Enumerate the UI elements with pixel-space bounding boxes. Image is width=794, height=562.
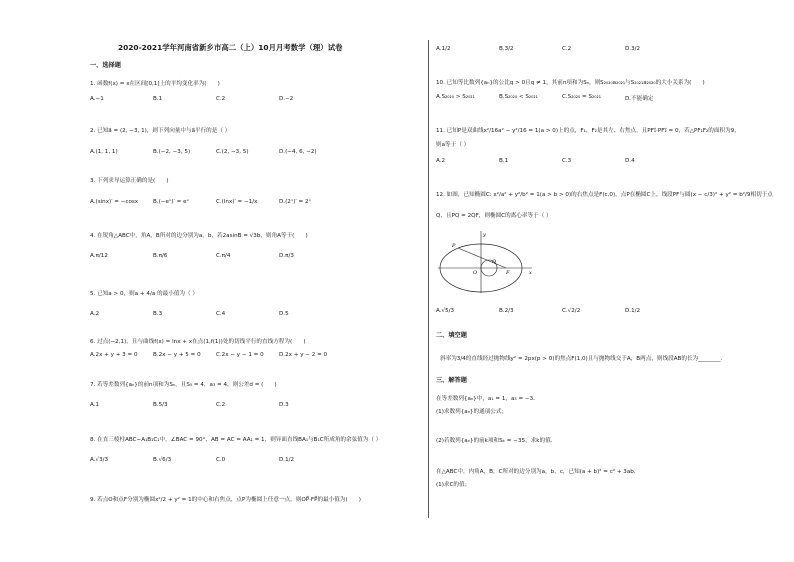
question-1: 1. 函数f(x) = x在区间[0,1]上的平均变化率为( ) xyxy=(90,81,220,87)
option-a: A.(sinx)′ = −cosx xyxy=(90,199,139,205)
question-6: 6. 过点(−2,1)，且与曲线f(x) = lnx + x在点(1,f(1))处的切线平行的直线方程为( ) xyxy=(90,339,306,345)
option-d: D.3 xyxy=(279,402,289,408)
option-d: D.−2 xyxy=(279,96,294,102)
option-c: C.2 xyxy=(216,402,226,408)
question-11-options xyxy=(436,158,688,164)
question-11-cont: 则a等于（ ） xyxy=(436,142,470,148)
option-c: C.3 xyxy=(562,158,572,164)
question-7-options xyxy=(90,402,342,408)
option-b: B.1 xyxy=(499,158,509,164)
section-fill: 二、填空题 xyxy=(436,332,467,339)
question-12: 12. 如图，已知椭圆C: x²/a² + y²/b² = 1(a > b > 0)的右焦点是F(c,0)，点P在椭圆C上，线段PF与圆(x − c/3)² + y² = b²/9相切于点 xyxy=(436,192,773,198)
option-b: B.π/6 xyxy=(153,253,168,259)
option-a: A.1/2 xyxy=(436,46,451,52)
answer-question-2-part1: (1)求C的值； xyxy=(436,482,471,488)
question-10-options xyxy=(436,94,688,102)
question-4-options xyxy=(90,253,342,259)
question-2-options xyxy=(90,149,342,155)
answer-question-2-intro: 在△ABC中，内角A，B，C所对的边分别为a，b，c，已知(a + b)² = c² + 3ab． xyxy=(436,469,640,475)
option-c: C.π/4 xyxy=(216,253,231,259)
option-c: C.√2/2 xyxy=(562,308,581,314)
option-c: C.2x − y − 1 = 0 xyxy=(216,352,264,358)
fill-question-13: 斜率为3/4的直线经过抛物线y² = 2px(p > 0)的焦点F(1,0)且与抛物线交于A，B两点，则线段AB的长为________. xyxy=(440,356,723,362)
option-b: B.3/2 xyxy=(499,46,514,52)
label-o: O xyxy=(473,270,478,276)
question-7: 7. 若等差数列{aₙ}的前n项和为Sₙ，且S₅ = 4，a₃ = 4，则公差d = ( ) xyxy=(90,382,277,388)
option-a: A.√5/3 xyxy=(436,308,455,314)
option-b: B.5/3 xyxy=(153,402,168,408)
option-c: C.2 xyxy=(216,96,226,102)
option-b: B.2x − y + 5 = 0 xyxy=(153,352,201,358)
option-a: A.π/12 xyxy=(90,253,108,259)
option-a: A.(1, 1, 1) xyxy=(90,149,118,155)
option-a: A.√3/3 xyxy=(90,457,109,463)
option-a: A.1 xyxy=(90,402,100,408)
question-1-options xyxy=(90,96,342,102)
label-y: y xyxy=(483,232,486,238)
column-divider xyxy=(428,40,429,518)
question-5-options xyxy=(90,311,342,317)
option-b: B.3 xyxy=(153,311,163,317)
question-9: 9. 若点O和点F分别为椭圆x²/2 + y² = 1的中心和右焦点，点P为椭圆上任意一点，则OP⃗·FP⃗的最小值为( ) xyxy=(90,497,361,503)
option-b: B.(−eˣ)′ = eˣ xyxy=(153,199,190,205)
question-6-options xyxy=(90,352,342,358)
answer-question-part1: (1)求数列{aₙ}的通项公式； xyxy=(436,409,508,415)
question-3-options xyxy=(90,199,342,205)
option-d: D.1/2 xyxy=(279,457,295,463)
question-12-options xyxy=(436,308,688,314)
option-b: B.(−2, −3, 5) xyxy=(153,149,191,155)
question-8-options xyxy=(90,457,342,463)
option-c: C.S₂₀₂₀ = S₂₀₂₁ xyxy=(562,94,601,100)
option-d: D.4 xyxy=(625,158,635,164)
label-x: x xyxy=(529,270,532,276)
option-a: A.2 xyxy=(90,311,100,317)
question-11: 11. 已知P是双曲线x²/16a² − y²/16 = 1(a > 0)上的点，F₁，F₂是其左、右焦点，且PF₁⃗·PF₂⃗ = 0，若△PF₁F₂的面积为9， xyxy=(436,128,740,134)
option-d: D.π/3 xyxy=(279,253,294,259)
option-c: C.(lnx)′ = −1/x xyxy=(216,199,258,205)
question-10: 10. 已知等比数列{aₙ}的公比q > 0且q ≠ 1，其前n项和为Sₙ，则S₂₀₂₀a₂₀₂₁与S₂₀₂₁a₂₀₂₀的大小关系为( ) xyxy=(436,80,705,86)
option-c: C.(2, −3, 5) xyxy=(216,149,249,155)
option-a: A.2x + y + 3 = 0 xyxy=(90,352,138,358)
option-c: C.4 xyxy=(216,311,226,317)
page-title: 2020-2021学年河南省新乡市高二（上）10月月考数学（理）试卷 xyxy=(118,43,343,52)
label-f: F xyxy=(506,270,510,276)
option-d: D.(2ˣ)′ = 2ˣ xyxy=(279,199,312,205)
option-d: D.不能确定 xyxy=(625,96,654,102)
option-b: B.S₂₀₂₀ < S₂₀₂₁ xyxy=(499,94,538,100)
question-12-cont: Q，且PQ = 2QF，则椭圆C的离心率等于（ ） xyxy=(436,213,552,219)
answer-question-part2: (2)若数列{aₙ}的前k项和Sₖ = −35，求k的值． xyxy=(436,438,557,444)
ellipse-figure xyxy=(436,229,536,295)
option-b: B.√6/3 xyxy=(153,457,172,463)
section-choice: 一、选择题 xyxy=(90,62,121,69)
question-8: 8. 在直三棱柱ABC−A₁B₁C₁中，∠BAC = 90°，AB = AC = AA₁ = 1，则异面直线BA₁与B₁C所成角的余弦值为（ ） xyxy=(90,437,382,443)
option-a: A.2 xyxy=(436,158,446,164)
question-3: 3. 下列求导运算正确的是( ) xyxy=(90,178,169,184)
option-a: A.−1 xyxy=(90,96,104,102)
option-d: D.5 xyxy=(279,311,289,317)
option-b: B.2/3 xyxy=(499,308,514,314)
section-answer: 三、解答题 xyxy=(436,377,467,384)
question-2: 2. 已知a⃗ = (2, −3, 1)，则下列向量中与a⃗平行的是（ ） xyxy=(90,128,231,134)
answer-question-intro: 在等差数列{aₙ}中，a₁ = 1，a₃ = −3． xyxy=(436,396,539,402)
option-c: C.0 xyxy=(216,457,226,463)
label-p: P xyxy=(452,243,456,249)
question-9-options xyxy=(436,46,688,52)
option-a: A.S₂₀₂₀ > S₂₀₂₁ xyxy=(436,94,475,100)
option-b: B.1 xyxy=(153,96,163,102)
option-d: D.1/2 xyxy=(625,308,641,314)
question-5: 5. 已知a > 0，则a + 4/a 的最小值为（ ） xyxy=(90,291,198,297)
question-4: 4. 在锐角△ABC中，角A，B所对的边分别为a，b，若2asinB = √3b，则角A等于( ) xyxy=(90,233,308,239)
option-d: D.3/2 xyxy=(625,46,641,52)
option-d: D.2x + y − 2 = 0 xyxy=(279,352,328,358)
option-d: D.(−4, 6, −2) xyxy=(279,149,317,155)
label-q: Q xyxy=(492,259,497,265)
segment-pf xyxy=(458,248,506,268)
option-c: C.2 xyxy=(562,46,572,52)
